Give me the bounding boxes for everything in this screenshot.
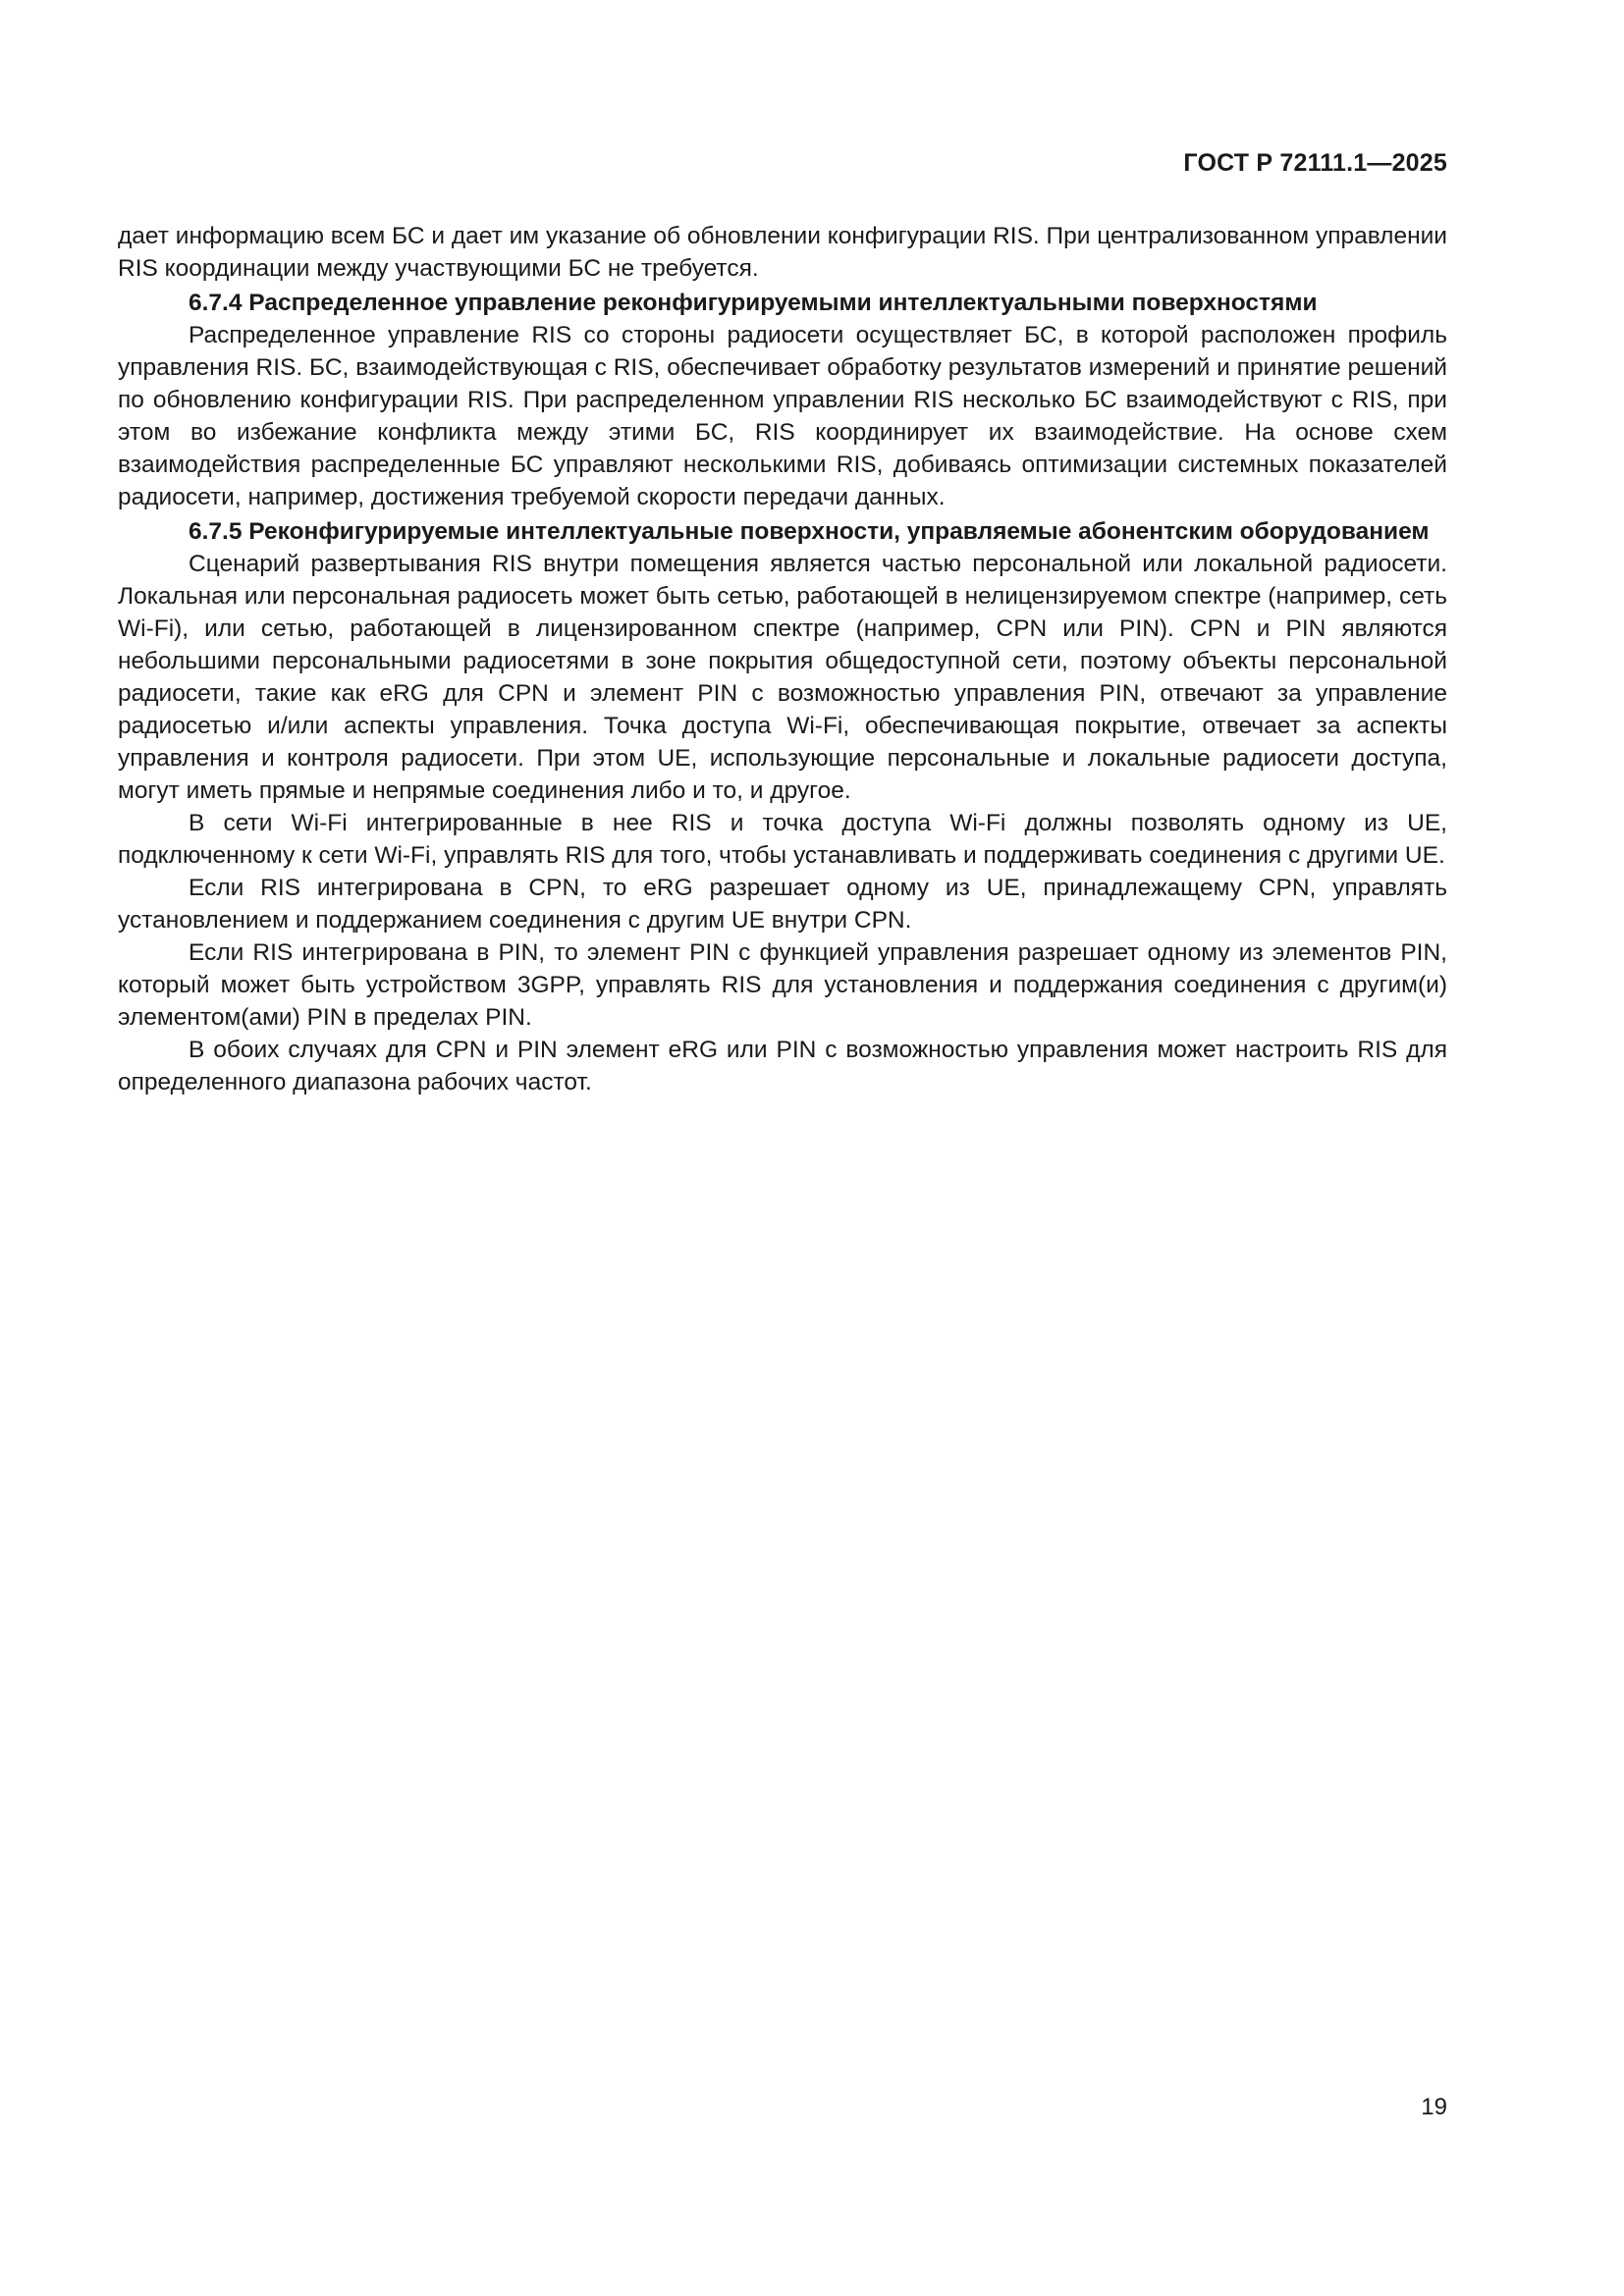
paragraph-cpn: Если RIS интегрирована в CPN, то eRG разрешает одному из UE, принадлежащему CPN, управлять установлением и поддержанием соединения с другим UE внутри CPN. (118, 875, 1447, 934)
paragraph-both-cases: В обоих случаях для CPN и PIN элемент eRG или PIN с возможностью управления может настроить RIS для определенного диапазона рабочих частот. (118, 1037, 1447, 1095)
paragraph-distributed-control: Распределенное управление RIS со стороны радиосети осуществляет БС, в которой расположен профиль управления RIS. БС, взаимодействующая с RIS, обеспечивает обработку результатов измерений и принятие решений по обновлению конфигурации RIS. При распределенном управлении RIS несколько БС взаимодействуют с RIS, при этом во избежание конфликта между этими БС, RIS координирует их взаимодействие. На основе схем взаимодействия распределенные БС управляют несколькими RIS, добиваясь оптимизации системных показателей радиосети, например, достижения требуемой скорости передачи данных. (118, 322, 1447, 510)
document-id: ГОСТ Р 72111.1—2025 (1183, 149, 1447, 177)
section-heading-6-7-5: 6.7.5 Реконфигурируемые интеллектуальные поверхности, управляемые абонентским оборудованием (189, 518, 1430, 545)
page-number: 19 (1421, 2094, 1447, 2120)
paragraph-pin: Если RIS интегрирована в PIN, то элемент PIN с функцией управления разрешает одному из элементов PIN, который может быть устройством 3GPP, управлять RIS для установления и поддержания соединения с другим(и) элементом(ами) PIN в пределах PIN. (118, 939, 1447, 1031)
paragraph-indoor-scenario: Сценарий развертывания RIS внутри помещения является частью персональной или локальной радиосети. Локальная или персональная радиосеть может быть сетью, работающей в нелицензируемом спектре (например, сеть Wi-Fi), или сетью, работающей в лицензированном спектре (например, CPN или PIN). CPN и PIN являются небольшими персональными радиосетями в зоне покрытия общедоступной сети, поэтому объекты персональной радиосети, такие как eRG для CPN и элемент PIN с возможностью управления PIN, отвечают за управление радиосетью и/или аспекты управления. Точка доступа Wi-Fi, обеспечивающая покрытие, отвечает за аспекты управления и контроля радиосети. При этом UE, использующие персональные и локальные радиосети доступа, могут иметь прямые и непрямые соединения либо и то, и другое. (118, 551, 1447, 804)
paragraph-continuation: дает информацию всем БС и дает им указание об обновлении конфигурации RIS. При централизованном управлении RIS координации между участвующими БС не требуется. (118, 223, 1447, 282)
paragraph-wifi: В сети Wi-Fi интегрированные в нее RIS и точка доступа Wi-Fi должны позволять одному из UE, подключенному к сети Wi-Fi, управлять RIS для того, чтобы устанавливать и поддерживать соединения с другими UE. (118, 810, 1447, 869)
section-heading-6-7-4: 6.7.4 Распределенное управление реконфигурируемыми интеллектуальными поверхностями (189, 290, 1318, 316)
document-body (118, 220, 1447, 1098)
